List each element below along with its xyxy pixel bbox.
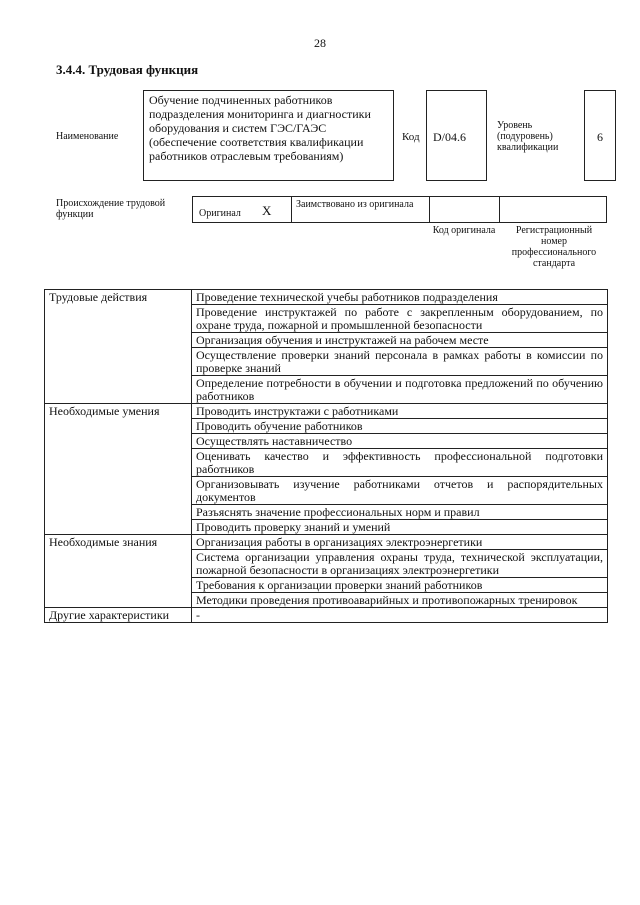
level-box: [584, 90, 616, 181]
page-number: 28: [314, 36, 326, 50]
origin-label: Происхождение трудовой функции: [56, 198, 166, 220]
function-name: Обучение подчиненных работников подразделения мониторинга и диагностики оборудования и систем ГЭС/ГАЭС (обеспечение соответствия квалификации работников отраслевым требованиям): [149, 93, 371, 163]
kod-originala-label: Код оригинала: [432, 225, 496, 236]
reg-number-label: Регистрационный номер профессионального стандарта: [511, 225, 597, 269]
naimenovanie-label: Наименование: [56, 131, 119, 142]
section-title: 3.4.4. Трудовая функция: [56, 62, 199, 77]
category-cell: Трудовые действия: [45, 290, 192, 404]
original-mark: X: [262, 203, 272, 218]
level-label: Уровень (подуровень) квалификации: [497, 120, 559, 153]
category-cell: Другие характеристики: [45, 608, 192, 623]
table-row: [45, 404, 608, 419]
item-cell: Методики проведения противоаварийных и противопожарных тренировок: [192, 593, 608, 608]
table-row: [45, 290, 608, 305]
borrowed-label: Заимствовано из оригинала: [296, 199, 414, 210]
original-cell: [193, 197, 292, 222]
item-cell: Осуществлять наставничество: [192, 434, 608, 449]
function-code: D/04.6: [433, 130, 466, 144]
table-row: [45, 535, 608, 550]
item-cell: Проводить обучение работников: [192, 419, 608, 434]
item-cell: Организация обучения и инструктажей на рабочем месте: [192, 333, 608, 348]
item-cell: Проводить инструктажи с работниками: [192, 404, 608, 419]
kod-label: Код: [402, 131, 420, 143]
item-cell: Проведение инструктажей по работе с закрепленным оборудованием, по охране труда, пожарной и промышленной безопасности: [192, 305, 608, 333]
item-cell: Проведение технической учебы работников подразделения: [192, 290, 608, 305]
item-cell: Требования к организации проверки знаний работников: [192, 578, 608, 593]
function-table: [44, 289, 608, 623]
item-cell: Проводить проверку знаний и умений: [192, 520, 608, 535]
category-cell: Необходимые знания: [45, 535, 192, 608]
item-cell: Система организации управления охраны труда, технической эксплуатации, пожарной безопасности в организациях электроэнергетики: [192, 550, 608, 578]
code-original-cell: [430, 197, 500, 222]
function-name-box: [143, 90, 394, 181]
item-cell: Определение потребности в обучении и подготовка предложений по обучению работников: [192, 376, 608, 404]
item-cell: Организовывать изучение работниками отчетов и распорядительных документов: [192, 477, 608, 505]
item-cell: Разъяснять значение профессиональных норм и правил: [192, 505, 608, 520]
table-row: [45, 608, 608, 623]
item-cell: Организация работы в организациях электроэнергетики: [192, 535, 608, 550]
reg-number-cell: [500, 197, 606, 222]
item-cell: Оценивать качество и эффективность профессиональной подготовки работников: [192, 449, 608, 477]
origin-row: [192, 196, 607, 223]
level-value: 6: [597, 130, 603, 144]
original-label: Оригинал: [199, 208, 241, 219]
item-cell: Осуществление проверки знаний персонала в рамках работы в комиссии по проверке знаний: [192, 348, 608, 376]
borrowed-cell: [292, 197, 430, 222]
code-box: [426, 90, 487, 181]
category-cell: Необходимые умения: [45, 404, 192, 535]
item-cell: -: [192, 608, 608, 623]
